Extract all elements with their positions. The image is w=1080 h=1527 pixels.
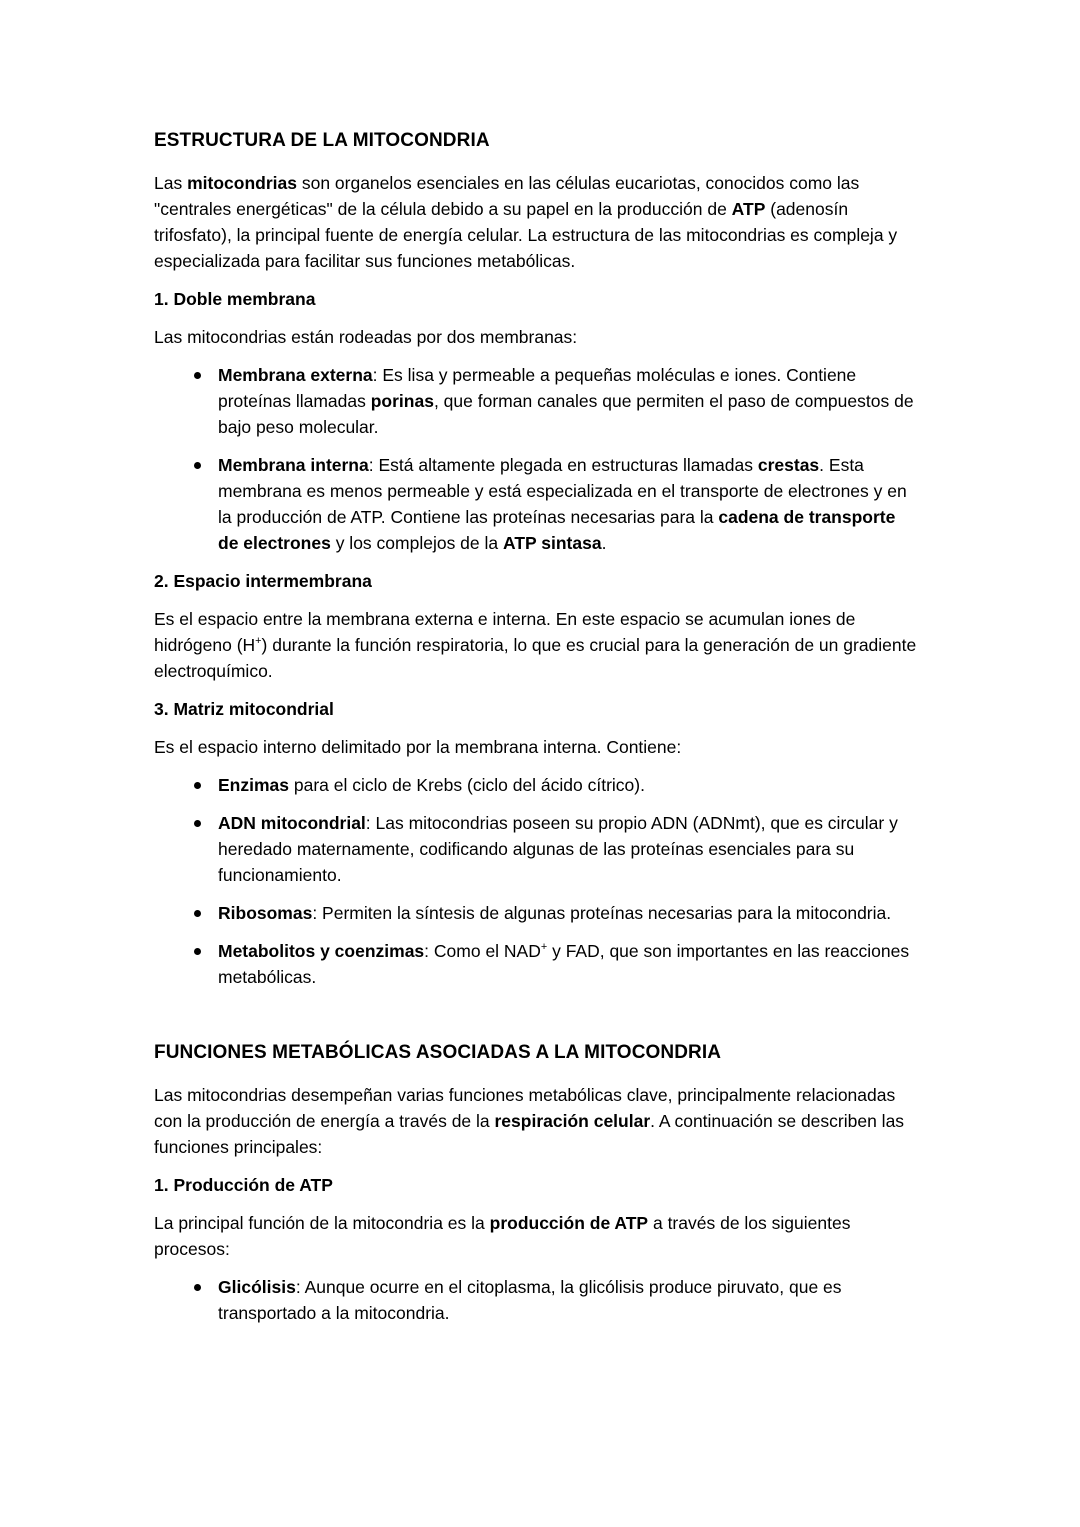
bold-text: producción de ATP <box>489 1213 649 1233</box>
list-item: Enzimas para el ciclo de Krebs (ciclo del ácido cítrico). <box>154 772 920 798</box>
bold-text: ATP <box>731 199 766 219</box>
bold-text: cadena de transporte de electrones <box>218 507 896 553</box>
bold-text: Ribosomas <box>218 903 313 923</box>
superscript-text: + <box>255 635 262 648</box>
paragraph-matriz-contiene: Es el espacio interno delimitado por la membrana interna. Contiene: <box>154 737 682 757</box>
bold-text: Enzimas <box>218 775 289 795</box>
bold-text: mitocondrias <box>187 173 297 193</box>
heading-matriz-mitocondrial <box>154 696 920 722</box>
section-title-estructura <box>154 128 920 154</box>
bold-text: 1. Doble membrana <box>154 289 316 309</box>
list-item: ADN mitocondrial: Las mitocondrias poseen su propio ADN (ADNmt), que es circular y heredado maternamente, codificando algunas de las proteínas esenciales para su funcionamiento. <box>154 810 920 888</box>
bold-text: Membrana externa <box>218 365 373 385</box>
bold-text: Metabolitos y coenzimas <box>218 941 425 961</box>
empty-paragraph <box>154 1002 920 1028</box>
document-body <box>154 128 920 1326</box>
bold-text: ADN mitocondrial <box>218 813 366 833</box>
bullet-list-membranas <box>154 362 920 556</box>
paragraph-funciones-intro: Las mitocondrias desempeñan varias funciones metabólicas clave, principalmente relacionadas con la producción de energía a través de la respiración celular. A continuación se describen las funciones principales: <box>154 1085 905 1157</box>
bullet-list-procesos <box>154 1274 920 1326</box>
list-item: Membrana interna: Está altamente plegada en estructuras llamadas crestas. Esta membrana es menos permeable y está especializada en el transporte de electrones y en la producción de ATP. Contiene las proteínas necesarias para la cadena de transporte de electrones y los complejos de la ATP sintasa. <box>154 452 920 556</box>
bold-text: crestas <box>757 455 820 475</box>
bold-text: porinas <box>370 391 434 411</box>
bold-text: FUNCIONES METABÓLICAS ASOCIADAS A LA MITOCONDRIA <box>154 1042 722 1063</box>
heading-doble-membrana <box>154 286 920 312</box>
list-item: Ribosomas: Permiten la síntesis de algunas proteínas necesarias para la mitocondria. <box>154 900 920 926</box>
heading-espacio-intermembrana <box>154 568 920 594</box>
bold-text: Membrana interna <box>218 455 369 475</box>
section-title-funciones <box>154 1040 920 1066</box>
paragraph-espacio-intermembrana: Es el espacio entre la membrana externa e interna. En este espacio se acumulan iones de hidrógeno (H+) durante la función respiratoria, lo que es crucial para la generación de un gradiente electroquímico. <box>154 609 917 681</box>
bold-text: ESTRUCTURA DE LA MITOCONDRIA <box>154 130 490 151</box>
bold-text: Glicólisis <box>218 1277 296 1297</box>
bold-text: respiración celular <box>494 1111 651 1131</box>
heading-produccion-atp <box>154 1172 920 1198</box>
bold-text: 2. Espacio intermembrana <box>154 571 372 591</box>
list-item: Metabolitos y coenzimas: Como el NAD+ y FAD, que son importantes en las reacciones metabólicas. <box>154 938 920 990</box>
bold-text: 3. Matriz mitocondrial <box>154 699 334 719</box>
paragraph-produccion-atp: La principal función de la mitocondria es la producción de ATP a través de los siguientes procesos: <box>154 1213 851 1259</box>
bold-text: ATP sintasa <box>503 533 602 553</box>
paragraph-intro-mitocondrias: Las mitocondrias son organelos esenciales en las células eucariotas, conocidos como las "centrales energéticas" de la célula debido a su papel en la producción de ATP (adenosín trifosfato), la principal fuente de energía celular. La estructura de las mitocondrias es compleja y especializada para facilitar sus funciones metabólicas. <box>154 173 898 271</box>
paragraph-dos-membranas: Las mitocondrias están rodeadas por dos membranas: <box>154 327 578 347</box>
superscript-text: + <box>540 941 548 954</box>
list-item: Glicólisis: Aunque ocurre en el citoplasma, la glicólisis produce piruvato, que es transportado a la mitocondria. <box>154 1274 920 1326</box>
list-item: Membrana externa: Es lisa y permeable a pequeñas moléculas e iones. Contiene proteínas llamadas porinas, que forman canales que permiten el paso de compuestos de bajo peso molecular. <box>154 362 920 440</box>
bold-text: 1. Producción de ATP <box>154 1175 333 1195</box>
bullet-list-matriz <box>154 772 920 990</box>
